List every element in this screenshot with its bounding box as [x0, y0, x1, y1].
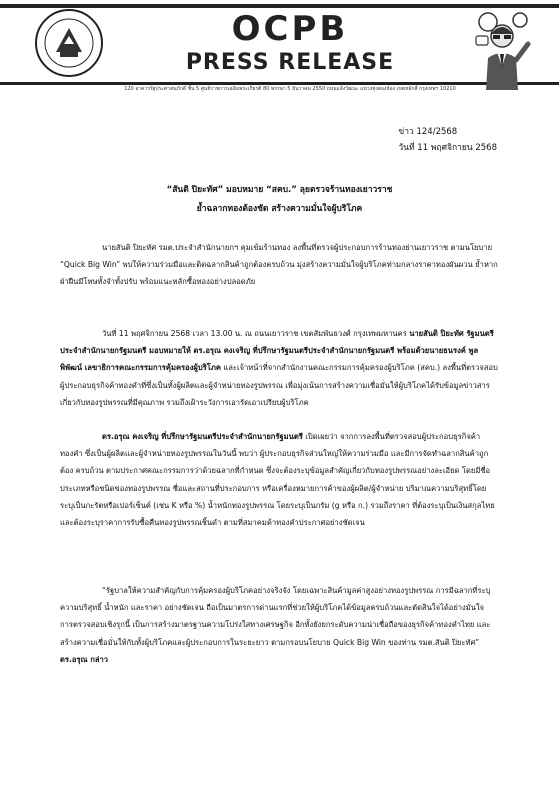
ocpb-logo-text: OCPB	[231, 9, 349, 49]
summary-text: นายสันติ ปิยะทัศ รมต.ประจำสำนักนายกฯ คุมเข้มร้านทอง ลงพื้นที่ตรวจผู้ประกอบการร้านทองย่านเยาวราช ตามนโยบาย “Quick Big Win” พบให้ความร่วมมือและติดฉลากสินค้าถูกต้องครบถ้วน มุ่งสร้างความมั่นใจผู้บริโภคท่ามกลางราคาทองผันผวน ย้ำหากฝ่าฝืนมีโทษทั้งจำทั้งปรับ พร้อมแนะหลักซื้อทองอย่างปลอดภัย	[60, 243, 498, 287]
press-release-header	[0, 0, 559, 112]
ocpb-seal-logo	[34, 8, 104, 78]
quote-attribution: ดร.อรุณ กล่าว	[60, 654, 109, 664]
press-release-label: PRESS RELEASE	[185, 50, 395, 75]
event-officials-text: นายสันติ ปิยะทัศ รัฐมนตรีประจำสำนักนายกรัฐมนตรี มอบหมายให้ ดร.อรุณ คงเจริญ ที่ปรึกษารัฐมนตรีประจำสำนักนายกรัฐมนตรี พร้อมด้วยนายธนรงค์ พูลพิพัฒน์ เลขาธิการคณะกรรมการคุ้มครองผู้บริโภค	[60, 329, 494, 373]
event-text: วันที่ 11 พฤศจิกายน 2568 เวลา 13.00 น. ณ ถนนเยาวราช เขตสัมพันธวงศ์ กรุงเทพมหานคร	[102, 329, 407, 338]
header-branding	[120, 10, 460, 93]
quote-text: “รัฐบาลให้ความสำคัญกับการคุ้มครองผู้บริโภคอย่างจริงจัง โดยเฉพาะสินค้ามูลค่าสูงอย่างทองรูปพรรณ การมีฉลากที่ระบุ ความบริสุทธิ์ น้ำหนัก และราคา อย่างชัดเจน ถือเป็นมาตรการด่านแรกที่ช่วยให้ผู้บริโภคได้ข้อมูลครบถ้วนและตัดสินใจได้อย่างมั่นใจ การตรวจสอบเชิงรุกนี้ เป็นการสร้างมาตรฐานความโปร่งใสทางเศรษฐกิจ อีกทั้งยังยกระดับความน่าเชื่อถือของธุรกิจค้าทองคำไทย และสร้างความเชื่อมั่นให้กับทั้งผู้บริโภคและผู้ประกอบการในระยะยาว ตามกรอบนโยบาย Quick Big Win ของท่าน รมต.สันติ ปิยะทัศ”	[60, 586, 491, 647]
paragraph-findings	[60, 428, 498, 531]
headline-line-1: “สันติ ปิยะทัศ” มอบหมาย “สคบ.” ลุยตรวจร้านทองเยาวราช	[166, 185, 393, 195]
headline-line-2: ย้ำฉลากทองต้องชัด สร้างความมั่นใจผู้บริโภค	[196, 204, 363, 214]
news-number: ข่าว 124/2568	[398, 127, 458, 137]
release-date: วันที่ 11 พฤศจิกายน 2568	[398, 143, 497, 153]
speaker-name: ดร.อรุณ คงเจริญ ที่ปรึกษารัฐมนตรีประจำสำนักนายกรัฐมนตรี	[102, 432, 303, 441]
release-meta	[398, 124, 497, 156]
presenter-illustration	[466, 6, 538, 90]
paragraph-quote	[60, 582, 498, 668]
event-detail-text: และเจ้าหน้าที่จากสำนักงานคณะกรรมการคุ้มครองผู้บริโภค (สคบ.) ลงพื้นที่ตรวจสอบผู้ประกอบธุรกิจค้าทองคำที่ซึ่งเป็นทั้งผู้ผลิตและผู้จำหน่ายทองรูปพรรณ เพื่อมุ่งเน้นการสร้างความเชื่อมั่นให้ผู้บริโภคได้รับข้อมูลข่าวสารเกี่ยวกับทองรูปพรรณที่มีคุณภาพ รวมถึงเฝ้าระวังการเอารัดเอาเปรียบผู้บริโภค	[60, 363, 498, 407]
paragraph-event	[60, 325, 498, 411]
paragraph-summary	[60, 239, 498, 291]
findings-text: เปิดเผยว่า จากการลงพื้นที่ตรวจสอบผู้ประกอบธุรกิจค้าทองคำ ซึ่งเป็นผู้ผลิตและผู้จำหน่ายทองรูปพรรณในวันนี้ พบว่า ผู้ประกอบธุรกิจส่วนใหญ่ให้ความร่วมมือ และมีการจัดทำฉลากสินค้าถูกต้อง ครบถ้วน ตามประกาศคณะกรรมการว่าด้วยฉลากที่กำหนด ซึ่งจะต้องระบุข้อมูลสำคัญเกี่ยวกับทองรูปพรรณอย่างละเอียด โดยมีชื่อประเภทหรือชนิดของทองรูปพรรณ ชื่อและสถานที่ประกอบการ หรือเครื่องหมายการค้าของผู้ผลิต/ผู้จำหน่าย ปริมาณความบริสุทธิ์โดยระบุเป็นกะรัตหรือเปอร์เซ็นต์ (เช่น K หรือ %) น้ำหนักทองรูปพรรณ โดยระบุเป็นกรัม (g หรือ ก.) รวมถึงราคา ที่ต้องระบุเป็นเงินสกุลไทย และต้องระบุราคาการรับซื้อคืนทองรูปพรรณชิ้นดำ ตามที่สมาคมค้าทองคำประกาศอย่างชัดเจน	[60, 432, 495, 528]
office-address: 120 อาคารรัฐประศาสนภักดี ชั้น 5 ศูนย์ราชการเฉลิมพระเกียรติ 80 พรรษา 5 ธันวาคม 2550 ถนนแจ้งวัฒนะ แขวงทุ่งสองห้อง เขตหลักสี่ กรุงเทพฯ 10210	[124, 86, 456, 92]
